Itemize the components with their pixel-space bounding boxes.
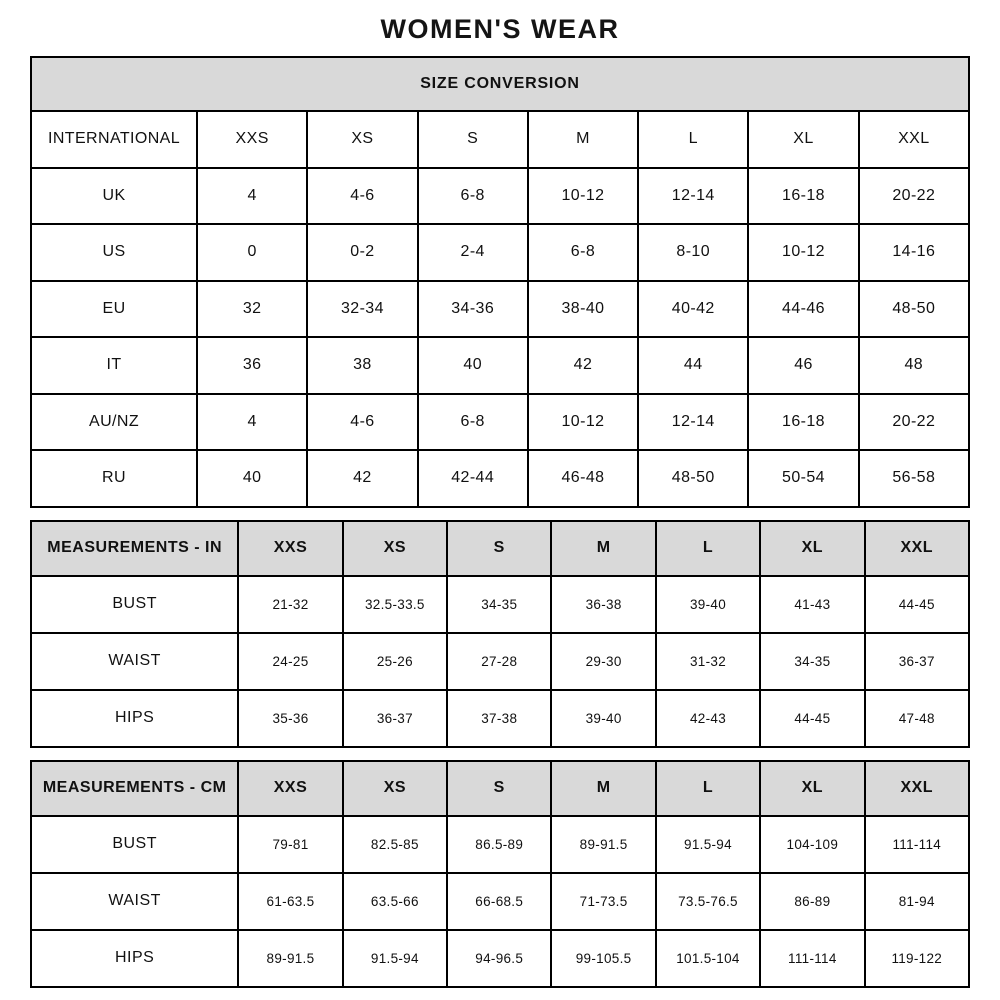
size-header-cell: XXL (865, 521, 969, 576)
size-header-cell: S (447, 521, 551, 576)
value-cell: 48-50 (638, 450, 748, 507)
value-cell: 32 (197, 281, 307, 338)
size-header-cell: XL (760, 761, 864, 816)
column-header-row (31, 761, 969, 816)
value-cell: 44-45 (865, 576, 969, 633)
value-cell: 39-40 (551, 690, 655, 747)
size-header-cell: L (656, 521, 760, 576)
table-row (31, 168, 969, 225)
value-cell: 32-34 (307, 281, 417, 338)
size-header-cell: XS (343, 761, 447, 816)
table-row (31, 873, 969, 930)
size-header-cell: XL (760, 521, 864, 576)
value-cell: 40 (418, 337, 528, 394)
value-cell: 41-43 (760, 576, 864, 633)
size-header-cell: S (418, 111, 528, 168)
value-cell: 89-91.5 (551, 816, 655, 873)
table-row (31, 394, 969, 451)
value-cell: 10-12 (528, 168, 638, 225)
row-label-cell: HIPS (31, 930, 238, 987)
value-cell: 12-14 (638, 394, 748, 451)
value-cell: 82.5-85 (343, 816, 447, 873)
size-header-cell: XS (307, 111, 417, 168)
value-cell: 36-38 (551, 576, 655, 633)
table-row (31, 450, 969, 507)
size-conversion-table (30, 56, 970, 508)
value-cell: 32.5-33.5 (343, 576, 447, 633)
value-cell: 48 (859, 337, 969, 394)
size-header-cell: XXS (238, 521, 342, 576)
table-row (31, 281, 969, 338)
value-cell: 99-105.5 (551, 930, 655, 987)
table-row (31, 816, 969, 873)
size-header-cell: XXL (859, 111, 969, 168)
table-title-cell: MEASUREMENTS - IN (31, 521, 238, 576)
value-cell: 79-81 (238, 816, 342, 873)
value-cell: 61-63.5 (238, 873, 342, 930)
value-cell: 38 (307, 337, 417, 394)
table-title-cell: MEASUREMENTS - CM (31, 761, 238, 816)
value-cell: 39-40 (656, 576, 760, 633)
value-cell: 101.5-104 (656, 930, 760, 987)
value-cell: 10-12 (528, 394, 638, 451)
value-cell: 89-91.5 (238, 930, 342, 987)
value-cell: 86.5-89 (447, 816, 551, 873)
value-cell: 14-16 (859, 224, 969, 281)
value-cell: 42-44 (418, 450, 528, 507)
value-cell: 48-50 (859, 281, 969, 338)
value-cell: 4-6 (307, 168, 417, 225)
value-cell: 119-122 (865, 930, 969, 987)
value-cell: 31-32 (656, 633, 760, 690)
value-cell: 81-94 (865, 873, 969, 930)
value-cell: 86-89 (760, 873, 864, 930)
table-gap (30, 508, 970, 520)
value-cell: 10-12 (748, 224, 858, 281)
table-row (31, 633, 969, 690)
table-row (31, 337, 969, 394)
value-cell: 29-30 (551, 633, 655, 690)
value-cell: 34-36 (418, 281, 528, 338)
row-label-cell: IT (31, 337, 197, 394)
table-row (31, 576, 969, 633)
value-cell: 42-43 (656, 690, 760, 747)
value-cell: 4 (197, 394, 307, 451)
value-cell: 34-35 (447, 576, 551, 633)
column-header-row (31, 521, 969, 576)
value-cell: 44-45 (760, 690, 864, 747)
value-cell: 16-18 (748, 394, 858, 451)
measurements-in-table (30, 520, 970, 748)
value-cell: 20-22 (859, 394, 969, 451)
value-cell: 94-96.5 (447, 930, 551, 987)
value-cell: 34-35 (760, 633, 864, 690)
value-cell: 38-40 (528, 281, 638, 338)
row-label-cell: HIPS (31, 690, 238, 747)
size-conversion-banner: SIZE CONVERSION (31, 57, 969, 111)
row-label-cell: WAIST (31, 633, 238, 690)
size-header-cell: M (551, 761, 655, 816)
value-cell: 91.5-94 (343, 930, 447, 987)
value-cell: 35-36 (238, 690, 342, 747)
banner-row (31, 57, 969, 111)
value-cell: 0-2 (307, 224, 417, 281)
value-cell: 66-68.5 (447, 873, 551, 930)
value-cell: 6-8 (418, 394, 528, 451)
size-header-cell: XL (748, 111, 858, 168)
value-cell: 27-28 (447, 633, 551, 690)
value-cell: 44-46 (748, 281, 858, 338)
column-header-row (31, 111, 969, 168)
value-cell: 47-48 (865, 690, 969, 747)
value-cell: 40-42 (638, 281, 748, 338)
value-cell: 42 (528, 337, 638, 394)
row-label-cell: BUST (31, 576, 238, 633)
value-cell: 6-8 (418, 168, 528, 225)
value-cell: 46 (748, 337, 858, 394)
row-label-cell: US (31, 224, 197, 281)
size-header-cell: S (447, 761, 551, 816)
value-cell: 71-73.5 (551, 873, 655, 930)
value-cell: 2-4 (418, 224, 528, 281)
value-cell: 56-58 (859, 450, 969, 507)
row-label-cell: UK (31, 168, 197, 225)
table-gap (30, 748, 970, 760)
table-row (31, 930, 969, 987)
value-cell: 36-37 (343, 690, 447, 747)
value-cell: 36 (197, 337, 307, 394)
value-cell: 25-26 (343, 633, 447, 690)
size-header-cell: L (638, 111, 748, 168)
table-row (31, 690, 969, 747)
value-cell: 24-25 (238, 633, 342, 690)
value-cell: 0 (197, 224, 307, 281)
size-header-cell: XXS (238, 761, 342, 816)
value-cell: 42 (307, 450, 417, 507)
value-cell: 20-22 (859, 168, 969, 225)
size-header-cell: XXL (865, 761, 969, 816)
value-cell: 6-8 (528, 224, 638, 281)
value-cell: 8-10 (638, 224, 748, 281)
value-cell: 12-14 (638, 168, 748, 225)
value-cell: 104-109 (760, 816, 864, 873)
row-label-cell: RU (31, 450, 197, 507)
table-title-cell: INTERNATIONAL (31, 111, 197, 168)
value-cell: 4 (197, 168, 307, 225)
value-cell: 44 (638, 337, 748, 394)
value-cell: 111-114 (760, 930, 864, 987)
size-header-cell: XS (343, 521, 447, 576)
value-cell: 16-18 (748, 168, 858, 225)
size-header-cell: M (551, 521, 655, 576)
page-title: WOMEN'S WEAR (380, 14, 620, 44)
value-cell: 37-38 (447, 690, 551, 747)
row-label-cell: BUST (31, 816, 238, 873)
value-cell: 111-114 (865, 816, 969, 873)
value-cell: 36-37 (865, 633, 969, 690)
table-row (31, 224, 969, 281)
value-cell: 21-32 (238, 576, 342, 633)
value-cell: 73.5-76.5 (656, 873, 760, 930)
size-header-cell: XXS (197, 111, 307, 168)
row-label-cell: EU (31, 281, 197, 338)
value-cell: 91.5-94 (656, 816, 760, 873)
row-label-cell: AU/NZ (31, 394, 197, 451)
value-cell: 63.5-66 (343, 873, 447, 930)
value-cell: 46-48 (528, 450, 638, 507)
size-header-cell: L (656, 761, 760, 816)
size-header-cell: M (528, 111, 638, 168)
value-cell: 50-54 (748, 450, 858, 507)
value-cell: 40 (197, 450, 307, 507)
measurements-cm-table (30, 760, 970, 988)
value-cell: 4-6 (307, 394, 417, 451)
row-label-cell: WAIST (31, 873, 238, 930)
